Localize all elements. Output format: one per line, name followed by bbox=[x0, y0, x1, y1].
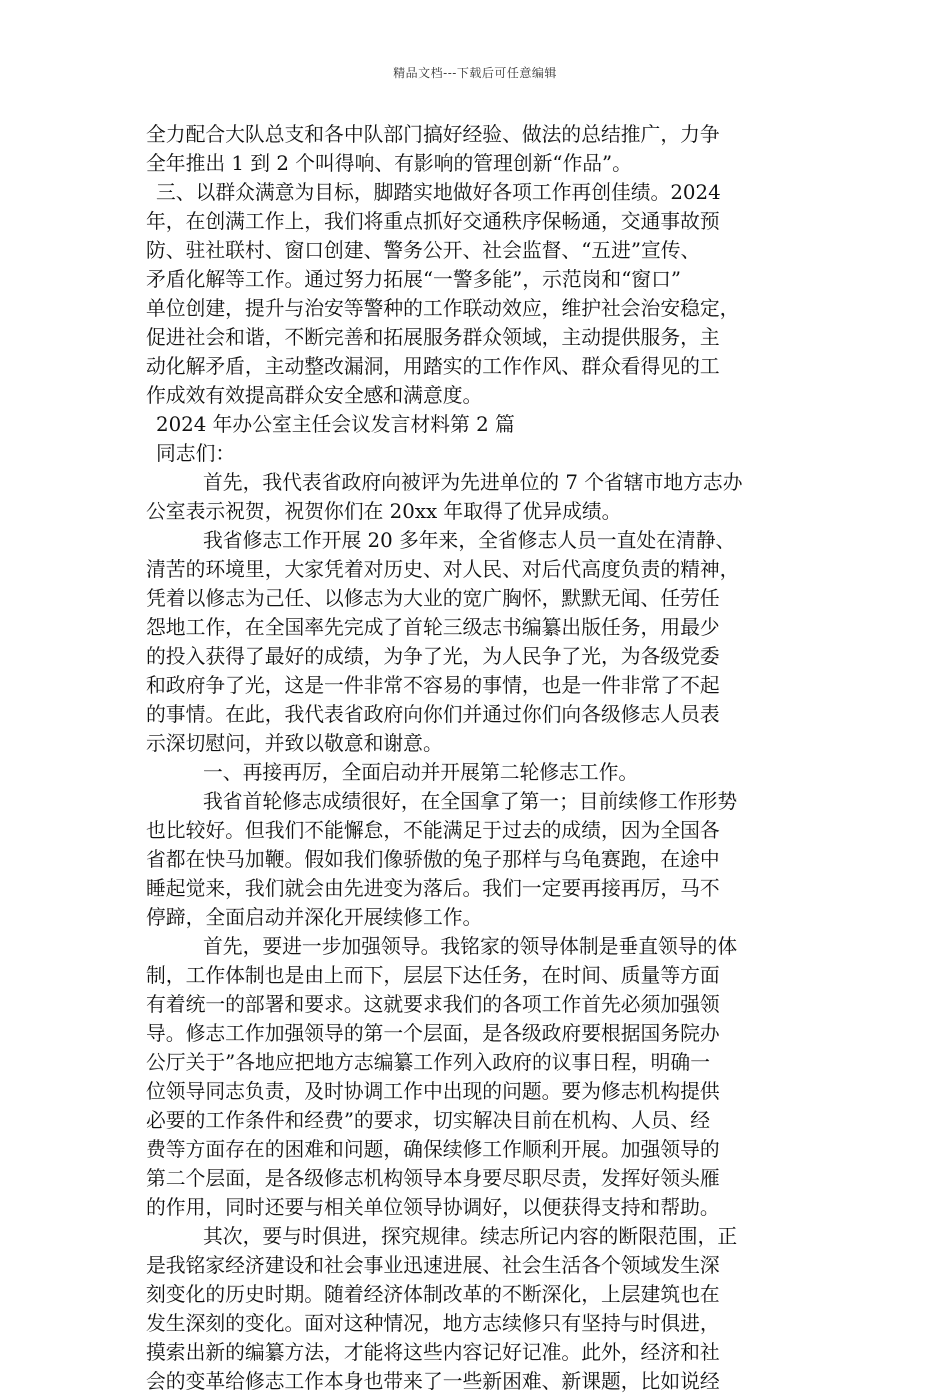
text-line: 我省修志工作开展 20 多年来，全省修志人员一直处在清静、 bbox=[203, 529, 736, 552]
text-line: 有着统一的部署和要求。这就要求我们的各项工作首先必须加强领 bbox=[146, 993, 720, 1016]
text-line: 停蹄，全面启动并深化开展续修工作。 bbox=[146, 906, 483, 929]
text-line: 公厅关于”各地应把地方志编纂工作列入政府的议事日程，明确一 bbox=[146, 1051, 710, 1074]
text-line: 作成效有效提高群众安全感和满意度。 bbox=[146, 384, 483, 407]
text-line: 凭着以修志为己任、以修志为大业的宽广胸怀，默默无闻、任劳任 bbox=[146, 587, 720, 610]
text-line: 会的变革给修志工作本身也带来了一些新困难、新课题，比如说经 bbox=[146, 1370, 720, 1393]
text-line: 刻变化的历史时期。随着经济体制改革的不断深化，上层建筑也在 bbox=[146, 1283, 720, 1306]
text-line: 也比较好。但我们不能懈怠，不能满足于过去的成绩，因为全国各 bbox=[146, 819, 720, 842]
text-line: 清苦的环境里，大家凭着对历史、对人民、对后代高度负责的精神， bbox=[146, 558, 740, 581]
document-body bbox=[146, 120, 816, 1396]
text-line: 首先，我代表省政府向被评为先进单位的 7 个省辖市地方志办 bbox=[203, 471, 743, 494]
page-header: 精品文档---下载后可任意编辑 bbox=[393, 66, 557, 80]
text-line: 促进社会和谐，不断完善和拓展服务群众领域，主动提供服务，主 bbox=[146, 326, 720, 349]
text-line: 我省首轮修志成绩很好，在全国拿了第一；目前续修工作形势 bbox=[203, 790, 738, 813]
text-line: 的作用，同时还要与相关单位领导协调好，以便获得支持和帮助。 bbox=[146, 1196, 720, 1219]
text-line: 首先，要进一步加强领导。我铭家的领导体制是垂直领导的体 bbox=[203, 935, 738, 958]
text-line: 2024 年办公室主任会议发言材料第 2 篇 bbox=[156, 413, 515, 436]
text-line: 一、再接再厉，全面启动并开展第二轮修志工作。 bbox=[203, 761, 639, 784]
text-line: 位领导同志负责，及时协调工作中出现的问题。要为修志机构提供 bbox=[146, 1080, 720, 1103]
text-line: 示深切慰问，并致以敬意和谢意。 bbox=[146, 732, 443, 755]
text-line: 全年推出 1 到 2 个叫得响、有影响的管理创新“作品”。 bbox=[146, 152, 632, 175]
text-line: 必要的工作条件和经费”的要求，切实解决目前在机构、人员、经 bbox=[146, 1109, 710, 1132]
text-line: 怨地工作，在全国率先完成了首轮三级志书编纂出版任务，用最少 bbox=[146, 616, 720, 639]
text-line: 单位创建，提升与治安等警种的工作联动效应，维护社会治安稳定， bbox=[146, 297, 740, 320]
text-line: 的事情。在此，我代表省政府向你们并通过你们向各级修志人员表 bbox=[146, 703, 720, 726]
text-line: 公室表示祝贺，祝贺你们在 20xx 年取得了优异成绩。 bbox=[146, 500, 622, 523]
text-line: 制，工作体制也是由上而下，层层下达任务，在时间、质量等方面 bbox=[146, 964, 720, 987]
text-line: 睡起觉来，我们就会由先进变为落后。我们一定要再接再厉，马不 bbox=[146, 877, 720, 900]
text-line: 省都在快马加鞭。假如我们像骄傲的兔子那样与乌龟赛跑，在途中 bbox=[146, 848, 720, 871]
text-line: 是我铭家经济建设和社会事业迅速进展、社会生活各个领域发生深 bbox=[146, 1254, 720, 1277]
text-line: 同志们： bbox=[156, 442, 236, 465]
text-line: 三、以群众满意为目标，脚踏实地做好各项工作再创佳绩。2024 bbox=[156, 181, 721, 204]
text-line: 导。修志工作加强领导的第一个层面，是各级政府要根据国务院办 bbox=[146, 1022, 720, 1045]
text-line: 全力配合大队总支和各中队部门搞好经验、做法的总结推广，力争 bbox=[146, 123, 720, 146]
text-line: 年，在创满工作上，我们将重点抓好交通秩序保畅通，交通事故预 bbox=[146, 210, 720, 233]
text-line: 第二个层面，是各级修志机构领导本身要尽职尽责，发挥好领头雁 bbox=[146, 1167, 720, 1190]
text-line: 发生深刻的变化。面对这种情况，地方志续修只有坚持与时俱进， bbox=[146, 1312, 720, 1335]
text-line: 费等方面存在的困难和问题，确保续修工作顺利开展。加强领导的 bbox=[146, 1138, 720, 1161]
text-line: 其次，要与时俱进，探究规律。续志所记内容的断限范围，正 bbox=[203, 1225, 738, 1248]
text-line: 和政府争了光，这是一件非常不容易的事情，也是一件非常了不起 bbox=[146, 674, 720, 697]
text-line: 防、驻社联村、窗口创建、警务公开、社会监督、“五进”宣传、 bbox=[146, 239, 701, 262]
text-line: 摸索出新的编纂方法，才能将这些内容记好记准。此外，经济和社 bbox=[146, 1341, 720, 1364]
text-line: 矛盾化解等工作。通过努力拓展“一警多能”，示范岗和“窗口” bbox=[146, 268, 681, 291]
text-line: 动化解矛盾，主动整改漏洞，用踏实的工作作风、群众看得见的工 bbox=[146, 355, 720, 378]
text-line: 的投入获得了最好的成绩，为争了光，为人民争了光，为各级党委 bbox=[146, 645, 720, 668]
